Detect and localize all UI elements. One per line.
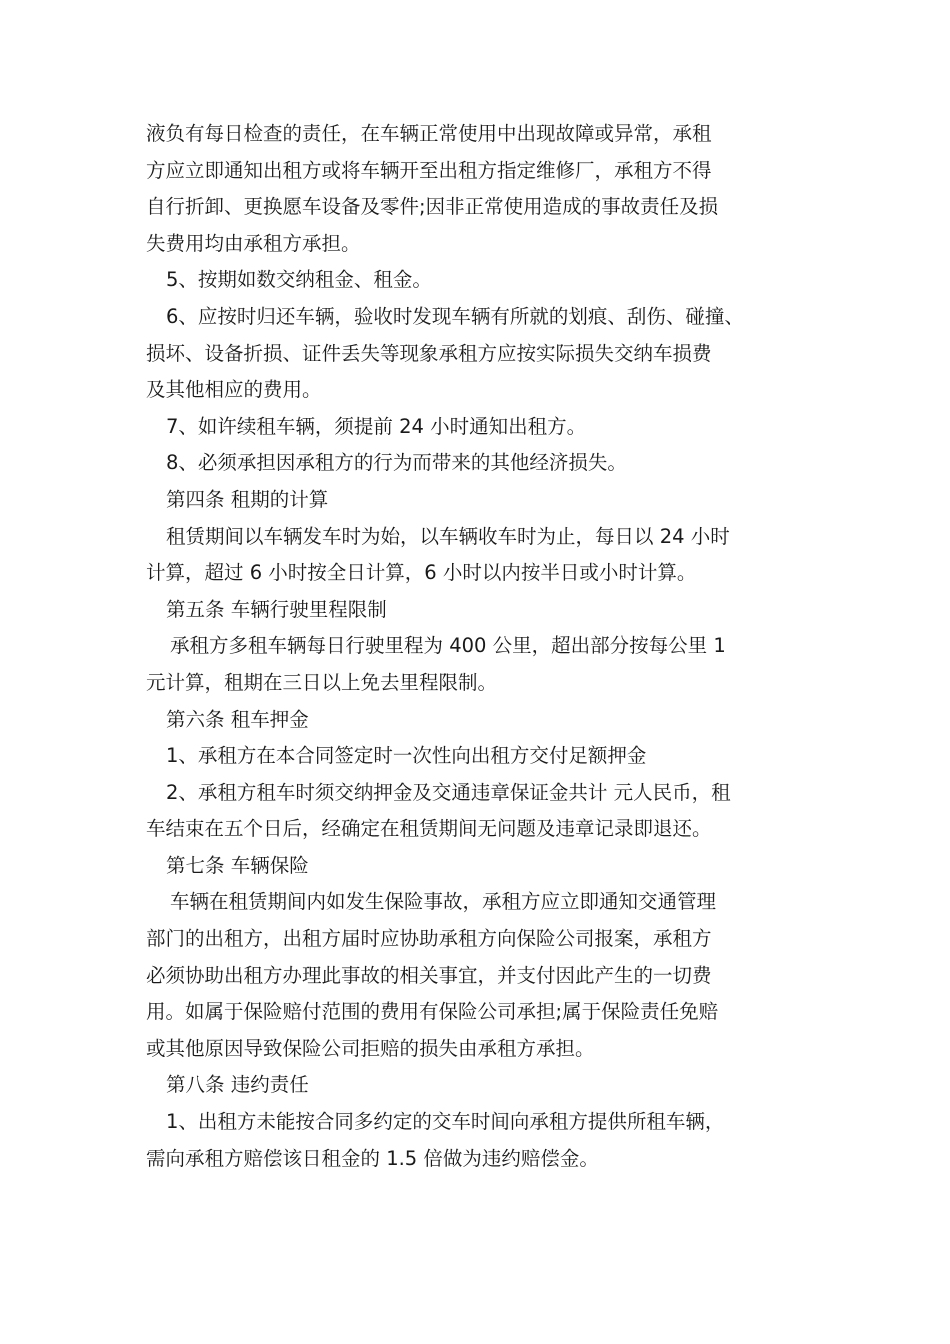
text-line: 需向承租方赔偿该日租金的 1.5 倍做为违约赔偿金。 bbox=[146, 1146, 599, 1170]
paragraph-insurance bbox=[146, 884, 810, 1067]
text-line: 元计算，租期在三日以上免去里程限制。 bbox=[146, 670, 498, 694]
text-line: 2、承租方租车时须交纳押金及交通违章保证金共计 元人民币，租 bbox=[166, 780, 731, 804]
text-line: 液负有每日检查的责任，在车辆正常使用中出现故障或异常，承租 bbox=[146, 122, 712, 145]
text-line: 车结束在五个日后，经确定在租赁期间无问题及违章记录即退还。 bbox=[146, 817, 712, 841]
paragraph-inspection-duty bbox=[146, 116, 810, 262]
clause-5 bbox=[146, 262, 810, 299]
text-line: 第六条 租车押金 bbox=[166, 707, 309, 731]
section-heading-article-6 bbox=[146, 702, 810, 739]
text-line: 1、出租方未能按合同多约定的交车时间向承租方提供所租车辆， bbox=[166, 1110, 725, 1134]
text-line: 车辆在租赁期间内如发生保险事故，承租方应立即通知交通管理 bbox=[170, 890, 717, 914]
text-line: 第八条 违约责任 bbox=[166, 1073, 309, 1097]
text-line: 失费用均由承租方承担。 bbox=[146, 231, 361, 255]
text-line: 或其他原因导致保险公司拒赔的损失由承租方承担。 bbox=[146, 1036, 595, 1060]
paragraph-mileage-limit bbox=[146, 628, 810, 701]
text-line: 损坏、设备折损、证件丢失等现象承租方应按实际损失交纳车损费 bbox=[146, 341, 712, 365]
text-line: 8、必须承担因承租方的行为而带来的其他经济损失。 bbox=[166, 451, 627, 475]
text-line: 自行折卸、更换愿车设备及零件;因非正常使用造成的事故责任及损 bbox=[146, 195, 719, 219]
text-line: 6、应按时归还车辆，验收时发现车辆有所就的划痕、刮伤、碰撞、 bbox=[166, 304, 744, 328]
clause-8 bbox=[146, 445, 810, 482]
text-line: 承租方多租车辆每日行驶里程为 400 公里，超出部分按每公里 1 bbox=[170, 634, 726, 658]
text-line: 必须协助出租方办理此事故的相关事宜，并支付因此产生的一切费 bbox=[146, 963, 712, 987]
text-line: 用。如属于保险赔付范围的费用有保险公司承担;属于保险责任免赔 bbox=[146, 1000, 719, 1024]
text-line: 租赁期间以车辆发车时为始，以车辆收车时为止，每日以 24 小时 bbox=[166, 524, 730, 548]
document-body bbox=[146, 116, 810, 1177]
text-line: 第七条 车辆保险 bbox=[166, 853, 309, 877]
breach-clause-1 bbox=[146, 1104, 810, 1177]
text-line: 5、按期如数交纳租金、租金。 bbox=[166, 268, 432, 292]
section-heading-article-7 bbox=[146, 848, 810, 885]
text-line: 计算，超过 6 小时按全日计算，6 小时以内按半日或小时计算。 bbox=[146, 561, 697, 585]
section-heading-article-8 bbox=[146, 1067, 810, 1104]
clause-6 bbox=[146, 299, 810, 409]
text-line: 部门的出租方，出租方届时应协助承租方向保险公司报案，承租方 bbox=[146, 927, 712, 951]
text-line: 1、承租方在本合同签定时一次性向出租方交付足额押金 bbox=[166, 744, 647, 768]
text-line: 方应立即通知出租方或将车辆开至出租方指定维修厂，承租方不得 bbox=[146, 158, 712, 182]
clause-7 bbox=[146, 409, 810, 446]
paragraph-rental-period bbox=[146, 519, 810, 592]
text-line: 第五条 车辆行驶里程限制 bbox=[166, 597, 387, 621]
deposit-clause-2 bbox=[146, 775, 810, 848]
text-line: 及其他相应的费用。 bbox=[146, 378, 322, 402]
text-line: 7、如许续租车辆，须提前 24 小时通知出租方。 bbox=[166, 414, 587, 438]
section-heading-article-4 bbox=[146, 482, 810, 519]
section-heading-article-5 bbox=[146, 592, 810, 629]
text-line: 第四条 租期的计算 bbox=[166, 487, 329, 511]
deposit-clause-1 bbox=[146, 738, 810, 775]
